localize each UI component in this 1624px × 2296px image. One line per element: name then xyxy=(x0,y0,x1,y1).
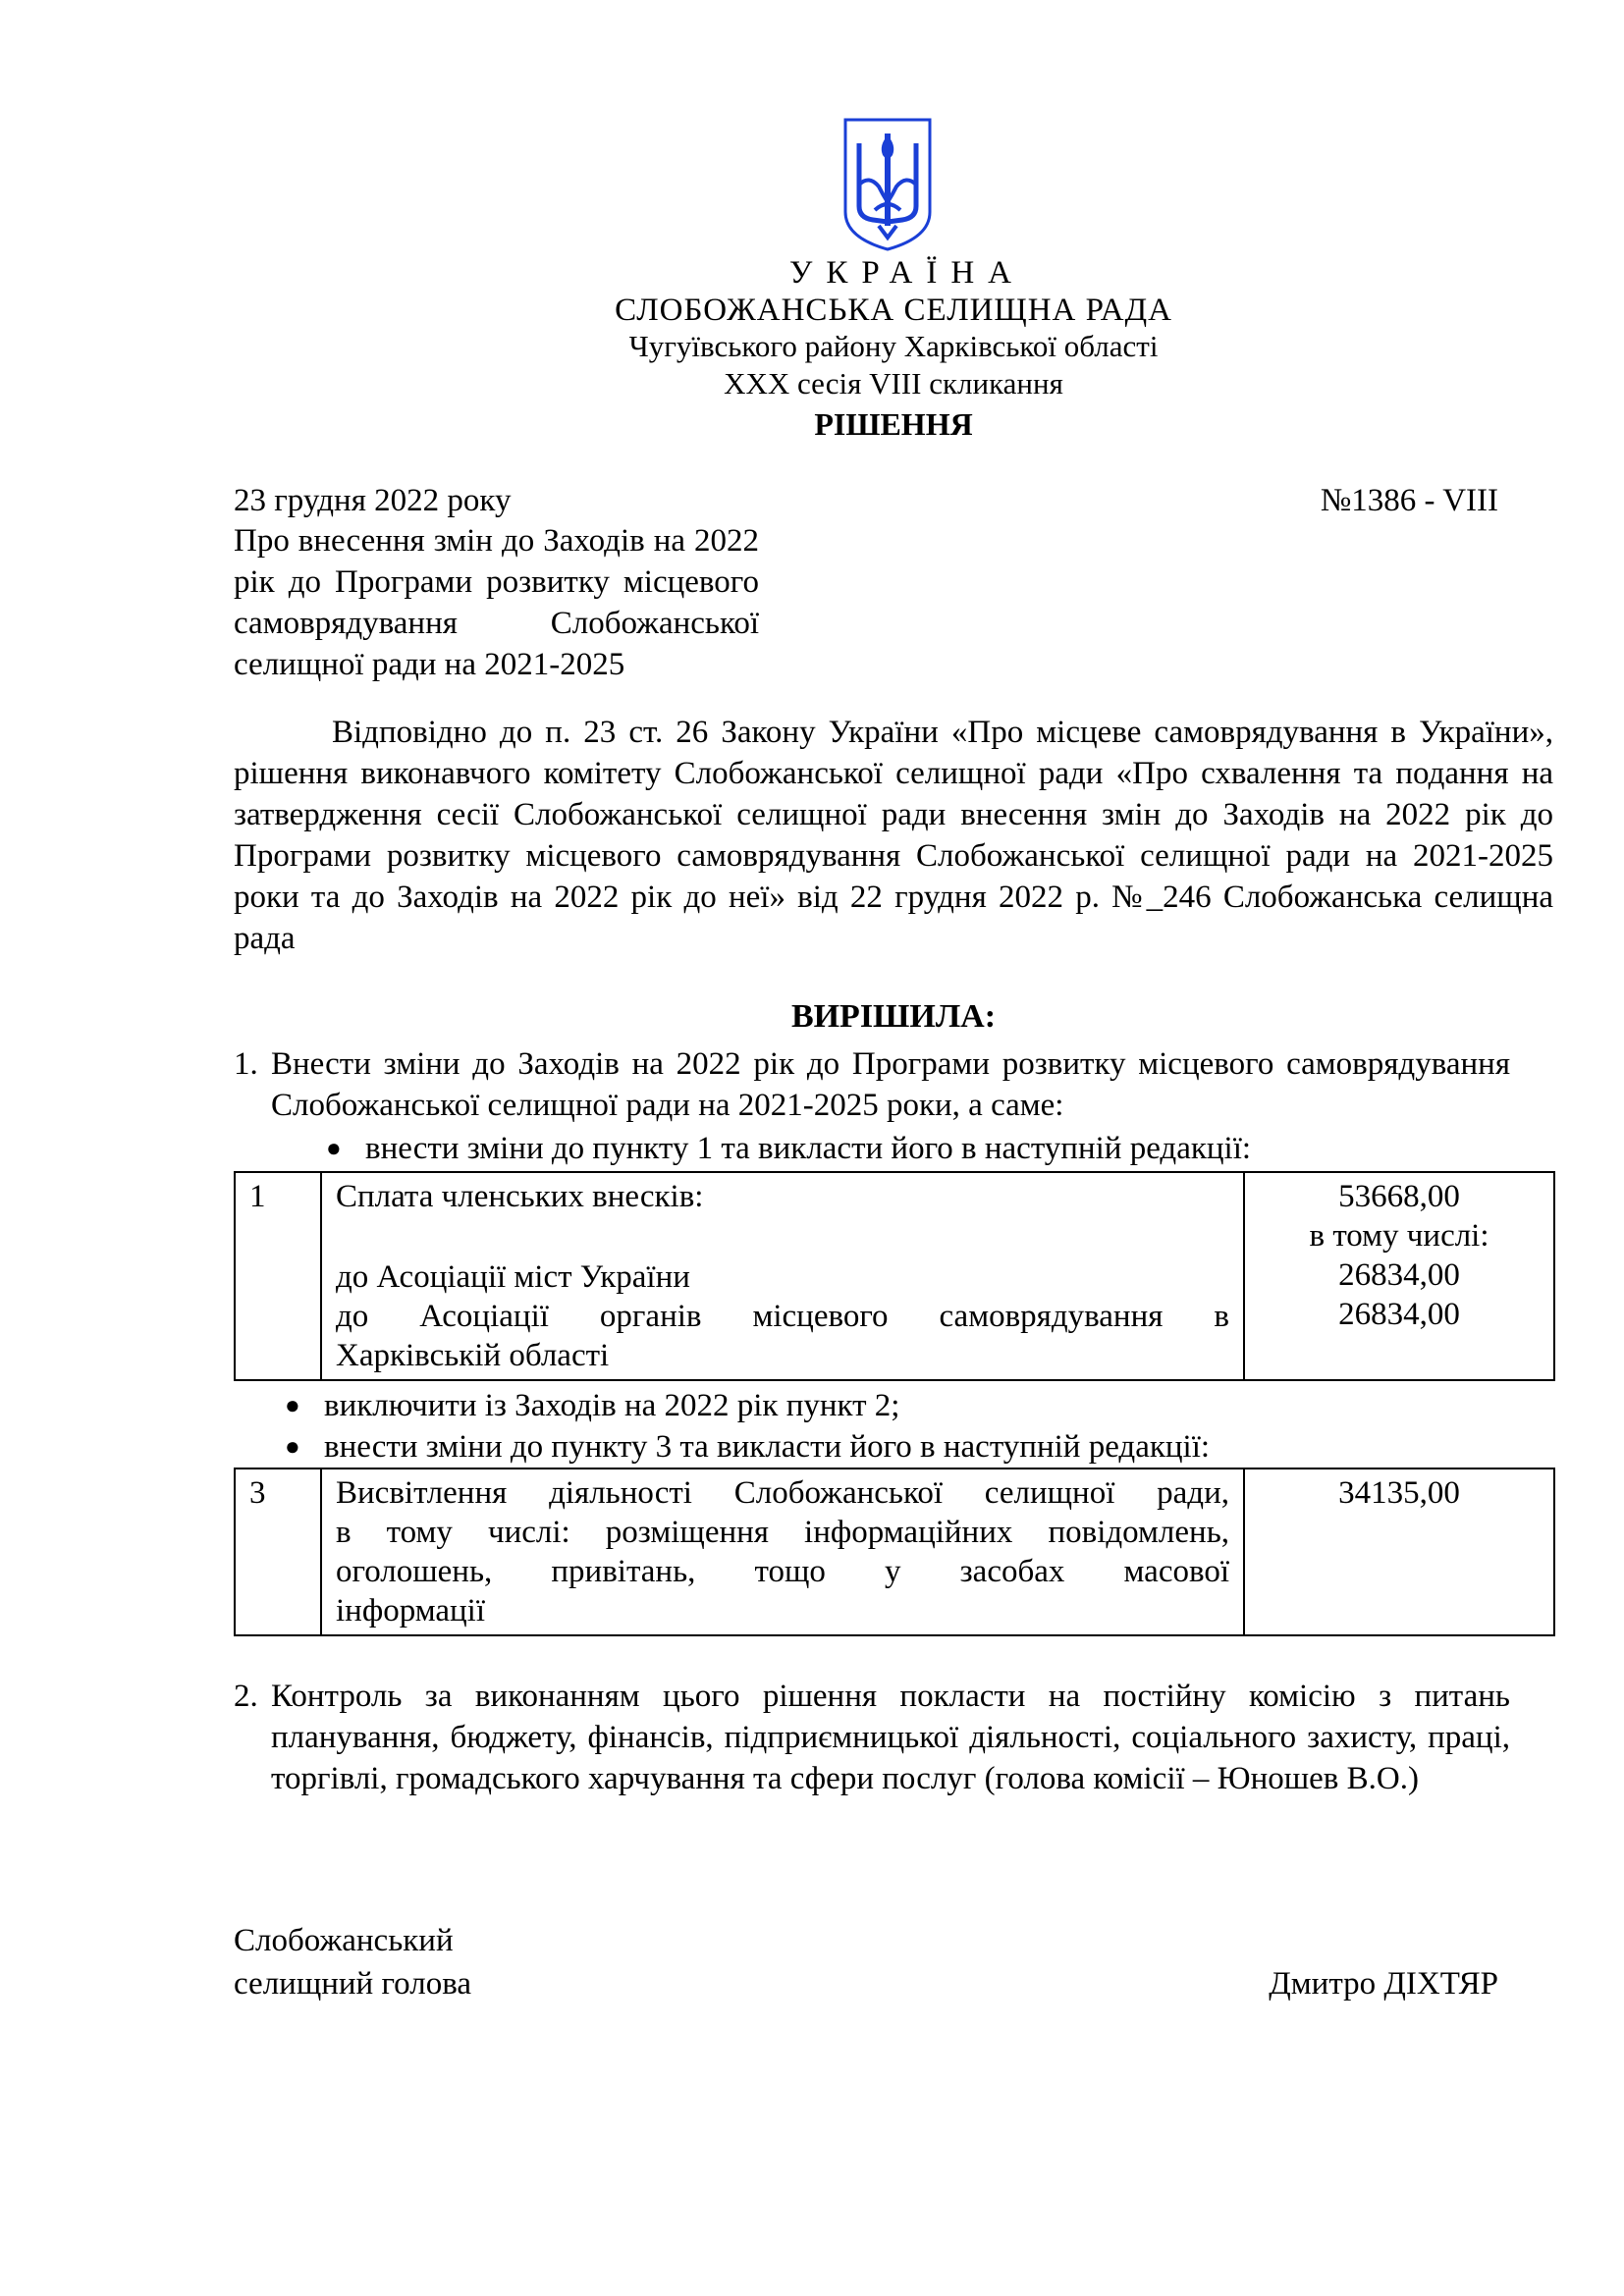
table-cell-description xyxy=(321,1172,1244,1380)
bullet-text: внести зміни до пункту 1 та викласти його в наступній редакції: xyxy=(365,1131,1252,1166)
signatory-title xyxy=(234,1919,471,2005)
description-line: інформації xyxy=(336,1593,486,1629)
description-line: в тому числі: розміщення інформаційних повідомлень, xyxy=(336,1515,1229,1550)
table-row xyxy=(235,1172,1554,1380)
bullet-dot: ● xyxy=(285,1391,300,1419)
table-cell-number: 1 xyxy=(235,1172,321,1380)
decision-subject: Про внесення змін до Заходів на 2022 рік до Програми розвитку місцевого самоврядування Слобожанської селищної ради на 2021-2025 xyxy=(234,523,759,682)
description-line: Харківській області xyxy=(336,1338,610,1373)
bullet-text: виключити із Заходів на 2022 рік пункт 2; xyxy=(324,1388,900,1423)
header-council: СЛОБОЖАНСЬКА СЕЛИЩНА РАДА xyxy=(615,293,1172,328)
bullet-dot: ● xyxy=(285,1432,300,1461)
decision-title: РІШЕННЯ xyxy=(814,406,973,442)
table-cell-description xyxy=(321,1468,1244,1635)
amount-total: 53668,00 xyxy=(1338,1179,1460,1214)
item-text: Внести зміни до Заходів на 2022 рік до Програми розвитку місцевого самоврядування Слобожанської селищної ради на 2021-2025 роки, а саме: xyxy=(271,1046,1510,1123)
header-session: XXX сесія VIII скликання xyxy=(724,366,1063,400)
description-line: до Асоціації міст України xyxy=(336,1259,690,1295)
item-number: 2. xyxy=(234,1679,258,1714)
description-line: до Асоціації органів місцевого самоврядування в xyxy=(336,1299,1229,1334)
item-text: Контроль за виконанням цього рішення покласти на постійну комісію з питань планування, бюджету, фінансів, підприємницької діяльності, соціального захисту, праці, торгівлі, громадського харчування та сфери послуг (голова комісії – Юношев В.О.) xyxy=(271,1679,1510,1796)
table-cell-amount xyxy=(1244,1172,1554,1380)
resolved-heading: ВИРІШИЛА: xyxy=(790,998,997,1035)
signatory-title-line: Слобожанський xyxy=(234,1923,454,1958)
table-cell-amount: 34135,00 xyxy=(1244,1468,1554,1635)
description-title: Сплата членських внесків: xyxy=(336,1179,704,1214)
item-number: 1. xyxy=(234,1046,258,1082)
amount-including: в тому числі: xyxy=(1309,1218,1489,1254)
amendment-table-item-3 xyxy=(234,1468,1555,1636)
description-line: оголошень, привітань, тощо у засобах масової xyxy=(336,1554,1229,1589)
description-line: Висвітлення діяльності Слобожанської селищної ради, xyxy=(336,1475,1229,1511)
amount-value: 26834,00 xyxy=(1338,1297,1460,1332)
table-cell-number: 3 xyxy=(235,1468,321,1635)
preamble-paragraph: Відповідно до п. 23 ст. 26 Закону України «Про місцеве самоврядування в України», рішення виконавчого комітету Слобожанської селищної ради «Про схвалення та подання на затвердження сесії Слобожанської селищної ради внесення змін до Заходів на 2022 рік до Програми розвитку місцевого самоврядування Слобожанської селищної ради на 2021-2025 роки та до Заходів на 2022 рік до неї» від 22 грудня 2022 р. №_246 Слобожанська селищна рада xyxy=(234,715,1553,956)
table-row xyxy=(235,1468,1554,1635)
decision-date: 23 грудня 2022 року xyxy=(234,483,512,518)
tryzub-coat-of-arms-icon xyxy=(839,116,936,253)
amendment-table-item-1 xyxy=(234,1171,1555,1381)
decision-number: №1386 - VIII xyxy=(1320,483,1498,518)
header-district: Чугуївського району Харківської області xyxy=(628,329,1159,363)
bullet-dot: ● xyxy=(326,1134,342,1162)
bullet-text: внести зміни до пункту 3 та викласти його в наступній редакції: xyxy=(324,1429,1211,1465)
signatory-title-line: селищний голова xyxy=(234,1966,472,2002)
amount-value: 26834,00 xyxy=(1338,1257,1460,1293)
header-country: УКРАЇНА xyxy=(789,255,1025,291)
signatory-name: Дмитро ДІХТЯР xyxy=(1269,1966,1498,2002)
